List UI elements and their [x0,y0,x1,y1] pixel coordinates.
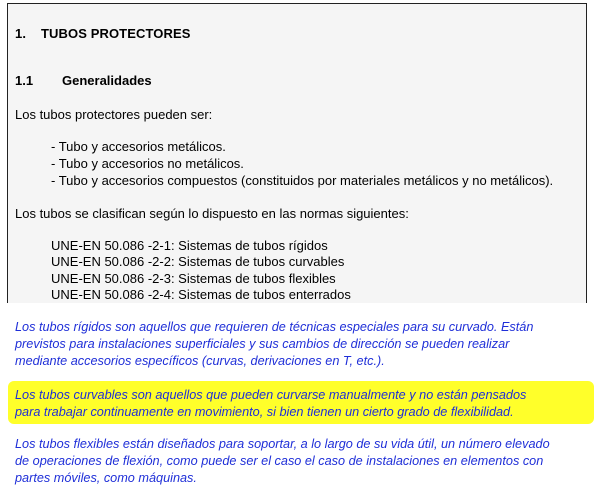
subsection-number: 1.1 [15,73,34,88]
section-heading [15,26,191,41]
note-line: de operaciones de flexión, como puede ser el caso el caso de instalaciones en elementos con [15,454,544,468]
note-line: Los tubos curvables son aquellos que pueden curvarse manualmente y no están pensados [15,388,527,402]
bendable-tubes-note [15,387,583,421]
note-line: Los tubos rígidos son aquellos que requieren de técnicas especiales para su curvado. Están [15,320,534,334]
flexible-tubes-note [15,436,583,487]
subsection-heading [15,73,152,88]
section-title: TUBOS PROTECTORES [41,26,191,41]
intro-text: Los tubos protectores pueden ser: [15,107,213,122]
rigid-tubes-note [15,319,583,370]
note-line: para trabajar continuamente en movimiento, si bien tienen un cierto grado de flexibilidad. [15,405,514,419]
section-number: 1. [15,26,27,41]
subsection-title: Generalidades [62,73,152,88]
note-line: Los tubos flexibles están diseñados para soportar, a lo largo de su vida útil, un número elevado [15,437,550,451]
classification-text: Los tubos se clasifican según lo dispuesto en las normas siguientes: [15,206,409,221]
standard-item: UNE-EN 50.086 -2-1: Sistemas de tubos rígidos [51,238,328,253]
tube-type-item: - Tubo y accesorios no metálicos. [51,156,244,171]
note-line: mediante accesorios específicos (curvas, derivaciones en T, etc.). [15,354,385,368]
note-line: partes móviles, como máquinas. [15,471,197,485]
tube-type-item: - Tubo y accesorios metálicos. [51,139,226,154]
standard-item: UNE-EN 50.086 -2-4: Sistemas de tubos enterrados [51,287,351,302]
tube-type-item: - Tubo y accesorios compuestos (constituidos por materiales metálicos y no metálicos). [51,173,554,188]
standard-item: UNE-EN 50.086 -2-3: Sistemas de tubos flexibles [51,271,336,286]
note-line: previstos para instalaciones superficiales y sus cambios de dirección se pueden realizar [15,337,510,351]
standard-item: UNE-EN 50.086 -2-2: Sistemas de tubos curvables [51,254,345,269]
